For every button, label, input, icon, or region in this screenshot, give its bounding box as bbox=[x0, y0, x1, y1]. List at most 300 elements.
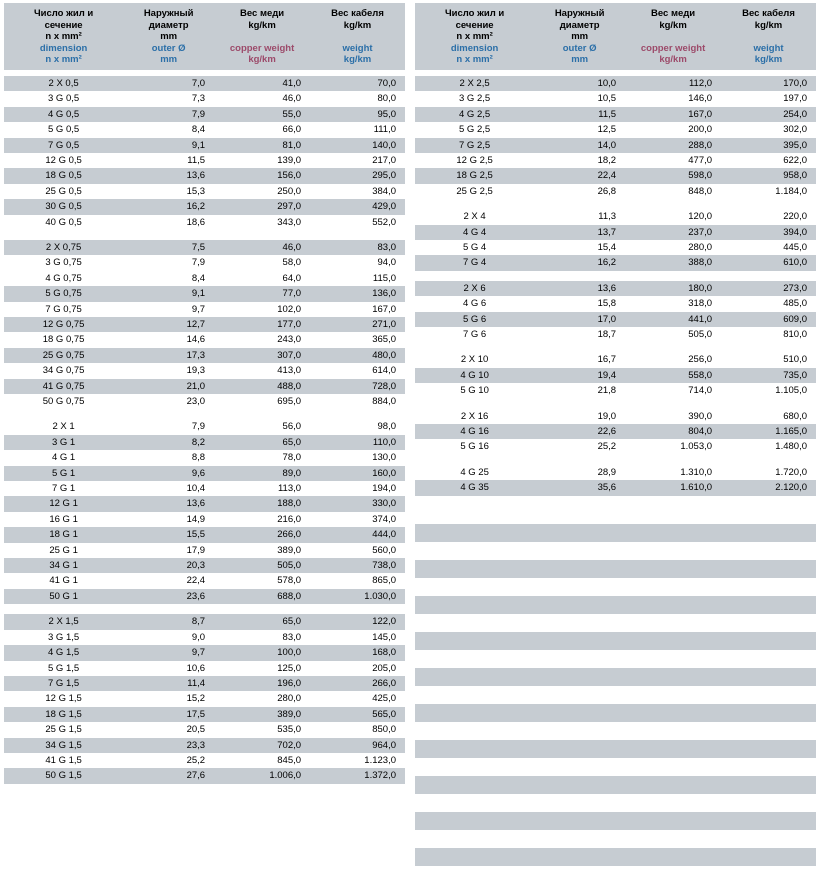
cell-copper-weight: 848,0 bbox=[625, 184, 721, 199]
cell-copper-weight: 505,0 bbox=[625, 327, 721, 342]
empty-cell bbox=[625, 704, 721, 722]
group-separator-row bbox=[415, 342, 816, 352]
cell-dimension: 7 G 0,75 bbox=[4, 302, 123, 317]
cell-outer-diameter: 19,3 bbox=[123, 363, 214, 378]
header-en-line2: n x mm² bbox=[45, 54, 82, 66]
cell-dimension: 2 X 4 bbox=[415, 209, 534, 224]
cell-cable-weight: 395,0 bbox=[721, 138, 816, 153]
cell-outer-diameter: 7,9 bbox=[123, 419, 214, 434]
table-row bbox=[415, 168, 816, 183]
cell-dimension: 18 G 0,5 bbox=[4, 168, 123, 183]
empty-cell bbox=[625, 812, 721, 830]
cell-outer-diameter: 12,7 bbox=[123, 317, 214, 332]
empty-table-row bbox=[415, 560, 816, 578]
empty-cell bbox=[415, 812, 534, 830]
cell-dimension: 18 G 2,5 bbox=[415, 168, 534, 183]
empty-cell bbox=[415, 686, 534, 704]
cell-copper-weight: 120,0 bbox=[625, 209, 721, 224]
cell-cable-weight: 140,0 bbox=[310, 138, 405, 153]
empty-cell bbox=[534, 740, 625, 758]
cell-cable-weight: 271,0 bbox=[310, 317, 405, 332]
cell-copper-weight: 389,0 bbox=[214, 543, 310, 558]
empty-table-row bbox=[415, 578, 816, 596]
cell-copper-weight: 66,0 bbox=[214, 122, 310, 137]
cell-dimension: 4 G 0,75 bbox=[4, 271, 123, 286]
empty-cell bbox=[415, 578, 534, 596]
table-body-right bbox=[415, 70, 816, 884]
cell-outer-diameter: 15,5 bbox=[123, 527, 214, 542]
cell-cable-weight: 394,0 bbox=[721, 225, 816, 240]
header-ru-line1: Вес меди bbox=[240, 8, 285, 19]
cell-cable-weight: 168,0 bbox=[310, 645, 405, 660]
cell-cable-weight: 958,0 bbox=[721, 168, 816, 183]
cell-cable-weight: 145,0 bbox=[310, 630, 405, 645]
cell-cable-weight: 560,0 bbox=[310, 543, 405, 558]
cell-dimension: 5 G 1,5 bbox=[4, 661, 123, 676]
table-row bbox=[4, 184, 405, 199]
cell-outer-diameter: 10,5 bbox=[534, 91, 625, 106]
cell-copper-weight: 112,0 bbox=[625, 76, 721, 91]
empty-cell bbox=[625, 758, 721, 776]
cell-copper-weight: 702,0 bbox=[214, 738, 310, 753]
cell-outer-diameter: 14,6 bbox=[123, 332, 214, 347]
cell-outer-diameter: 14,0 bbox=[534, 138, 625, 153]
empty-cell bbox=[625, 722, 721, 740]
empty-cell bbox=[625, 776, 721, 794]
header-en-line2: mm bbox=[160, 54, 178, 66]
cell-cable-weight: 115,0 bbox=[310, 271, 405, 286]
header-ru-line1: Наружный bbox=[554, 8, 605, 19]
cell-dimension: 7 G 6 bbox=[415, 327, 534, 342]
empty-cell bbox=[625, 614, 721, 632]
cell-copper-weight: 318,0 bbox=[625, 296, 721, 311]
cell-dimension: 3 G 0,75 bbox=[4, 255, 123, 270]
table-row bbox=[4, 558, 405, 573]
cell-copper-weight: 177,0 bbox=[214, 317, 310, 332]
cell-cable-weight: 111,0 bbox=[310, 122, 405, 137]
cell-dimension: 5 G 0,75 bbox=[4, 286, 123, 301]
empty-cell bbox=[534, 614, 625, 632]
cell-copper-weight: 100,0 bbox=[214, 645, 310, 660]
header-ru-line2: сечение bbox=[455, 19, 494, 31]
empty-cell bbox=[415, 560, 534, 578]
cell-outer-diameter: 23,0 bbox=[123, 394, 214, 409]
empty-cell bbox=[415, 830, 534, 848]
group-separator-row bbox=[4, 230, 405, 240]
table-row bbox=[4, 138, 405, 153]
cell-dimension: 5 G 1 bbox=[4, 466, 123, 481]
cell-dimension: 2 X 0,75 bbox=[4, 240, 123, 255]
cell-outer-diameter: 16,2 bbox=[123, 199, 214, 214]
cell-dimension: 4 G 2,5 bbox=[415, 107, 534, 122]
cell-dimension: 4 G 4 bbox=[415, 225, 534, 240]
cell-outer-diameter: 13,7 bbox=[534, 225, 625, 240]
cell-dimension: 18 G 1 bbox=[4, 527, 123, 542]
group-separator-cell bbox=[415, 496, 816, 506]
cell-cable-weight: 2.120,0 bbox=[721, 480, 816, 495]
column-header-copper-weight bbox=[625, 3, 721, 70]
table-row bbox=[4, 753, 405, 768]
cell-cable-weight: 728,0 bbox=[310, 379, 405, 394]
cell-dimension: 4 G 35 bbox=[415, 480, 534, 495]
cell-cable-weight: 610,0 bbox=[721, 255, 816, 270]
header-ru-line3: n x mm² bbox=[456, 31, 493, 43]
empty-cell bbox=[415, 758, 534, 776]
cell-outer-diameter: 9,7 bbox=[123, 645, 214, 660]
header-ru-line2: диаметр bbox=[559, 19, 600, 31]
empty-cell bbox=[415, 668, 534, 686]
cell-dimension: 2 X 2,5 bbox=[415, 76, 534, 91]
empty-table-row bbox=[415, 704, 816, 722]
empty-cell bbox=[625, 848, 721, 866]
cell-cable-weight: 552,0 bbox=[310, 215, 405, 230]
header-en-line1: copper weight bbox=[229, 42, 295, 54]
cell-cable-weight: 485,0 bbox=[721, 296, 816, 311]
empty-cell bbox=[534, 812, 625, 830]
cell-outer-diameter: 25,2 bbox=[534, 439, 625, 454]
group-separator-row bbox=[415, 271, 816, 281]
table-row bbox=[415, 281, 816, 296]
table-row bbox=[4, 255, 405, 270]
empty-cell bbox=[721, 524, 816, 542]
table-row bbox=[4, 630, 405, 645]
header-en-line1: outer Ø bbox=[562, 42, 597, 54]
cell-copper-weight: 535,0 bbox=[214, 722, 310, 737]
cell-dimension: 2 X 1 bbox=[4, 419, 123, 434]
cell-cable-weight: 295,0 bbox=[310, 168, 405, 183]
empty-cell bbox=[721, 758, 816, 776]
cell-cable-weight: 964,0 bbox=[310, 738, 405, 753]
cell-outer-diameter: 25,2 bbox=[123, 753, 214, 768]
header-ru-line2: kg/km bbox=[343, 19, 372, 31]
empty-cell bbox=[534, 866, 625, 884]
empty-table-row bbox=[415, 650, 816, 668]
header-en-line1: outer Ø bbox=[151, 42, 186, 54]
table-row bbox=[4, 543, 405, 558]
empty-table-row bbox=[415, 668, 816, 686]
table-row bbox=[4, 302, 405, 317]
header-en-line1: weight bbox=[753, 42, 784, 54]
cell-dimension: 12 G 0,5 bbox=[4, 153, 123, 168]
table-row bbox=[415, 409, 816, 424]
cell-cable-weight: 70,0 bbox=[310, 76, 405, 91]
cell-cable-weight: 614,0 bbox=[310, 363, 405, 378]
empty-table-row bbox=[415, 506, 816, 524]
cell-dimension: 2 X 16 bbox=[415, 409, 534, 424]
empty-cell bbox=[534, 794, 625, 812]
table-row bbox=[4, 527, 405, 542]
empty-table-row bbox=[415, 632, 816, 650]
table-row bbox=[4, 348, 405, 363]
empty-cell bbox=[534, 722, 625, 740]
table-row bbox=[4, 450, 405, 465]
cell-copper-weight: 256,0 bbox=[625, 352, 721, 367]
cell-cable-weight: 220,0 bbox=[721, 209, 816, 224]
header-ru-line1: Наружный bbox=[143, 8, 194, 19]
header-en-line1: dimension bbox=[39, 42, 88, 54]
cell-outer-diameter: 9,7 bbox=[123, 302, 214, 317]
cell-outer-diameter: 23,6 bbox=[123, 589, 214, 604]
cell-cable-weight: 170,0 bbox=[721, 76, 816, 91]
cell-dimension: 12 G 2,5 bbox=[415, 153, 534, 168]
cell-outer-diameter: 7,9 bbox=[123, 107, 214, 122]
cell-copper-weight: 280,0 bbox=[214, 691, 310, 706]
cell-copper-weight: 266,0 bbox=[214, 527, 310, 542]
cell-copper-weight: 390,0 bbox=[625, 409, 721, 424]
empty-table-row bbox=[415, 830, 816, 848]
table-row bbox=[4, 317, 405, 332]
cell-dimension: 7 G 2,5 bbox=[415, 138, 534, 153]
cell-copper-weight: 804,0 bbox=[625, 424, 721, 439]
cell-cable-weight: 1.184,0 bbox=[721, 184, 816, 199]
cell-cable-weight: 94,0 bbox=[310, 255, 405, 270]
empty-table-row bbox=[415, 812, 816, 830]
cell-copper-weight: 243,0 bbox=[214, 332, 310, 347]
cable-table-left bbox=[4, 3, 405, 784]
cell-copper-weight: 1.006,0 bbox=[214, 768, 310, 783]
table-row bbox=[4, 512, 405, 527]
cell-outer-diameter: 15,4 bbox=[534, 240, 625, 255]
empty-cell bbox=[625, 506, 721, 524]
cell-dimension: 5 G 4 bbox=[415, 240, 534, 255]
cell-cable-weight: 136,0 bbox=[310, 286, 405, 301]
cell-dimension: 30 G 0,5 bbox=[4, 199, 123, 214]
table-row bbox=[415, 327, 816, 342]
empty-cell bbox=[415, 794, 534, 812]
table-row bbox=[4, 496, 405, 511]
group-separator-cell bbox=[415, 455, 816, 465]
cell-outer-diameter: 19,4 bbox=[534, 368, 625, 383]
cell-cable-weight: 429,0 bbox=[310, 199, 405, 214]
cell-dimension: 25 G 2,5 bbox=[415, 184, 534, 199]
cell-outer-diameter: 28,9 bbox=[534, 465, 625, 480]
cell-dimension: 41 G 0,75 bbox=[4, 379, 123, 394]
cell-outer-diameter: 22,6 bbox=[534, 424, 625, 439]
empty-cell bbox=[625, 794, 721, 812]
cell-dimension: 50 G 0,75 bbox=[4, 394, 123, 409]
cell-dimension: 18 G 0,75 bbox=[4, 332, 123, 347]
table-row bbox=[4, 481, 405, 496]
table-row bbox=[415, 153, 816, 168]
header-en-line1: copper weight bbox=[640, 42, 706, 54]
table-row bbox=[4, 589, 405, 604]
table-row bbox=[415, 439, 816, 454]
empty-cell bbox=[625, 830, 721, 848]
group-separator-cell bbox=[4, 230, 405, 240]
cell-copper-weight: 156,0 bbox=[214, 168, 310, 183]
table-row bbox=[415, 225, 816, 240]
header-en-line2: kg/km bbox=[248, 54, 276, 66]
cell-cable-weight: 1.030,0 bbox=[310, 589, 405, 604]
cell-cable-weight: 83,0 bbox=[310, 240, 405, 255]
cell-dimension: 3 G 1,5 bbox=[4, 630, 123, 645]
cell-cable-weight: 254,0 bbox=[721, 107, 816, 122]
empty-cell bbox=[534, 704, 625, 722]
cell-copper-weight: 58,0 bbox=[214, 255, 310, 270]
cell-cable-weight: 1.372,0 bbox=[310, 768, 405, 783]
cell-dimension: 12 G 1 bbox=[4, 496, 123, 511]
header-ru-line2: диаметр bbox=[148, 19, 189, 31]
table-row bbox=[4, 691, 405, 706]
cell-dimension: 25 G 0,75 bbox=[4, 348, 123, 363]
cell-dimension: 5 G 2,5 bbox=[415, 122, 534, 137]
empty-table-row bbox=[415, 722, 816, 740]
cell-dimension: 2 X 10 bbox=[415, 352, 534, 367]
cell-cable-weight: 1.105,0 bbox=[721, 383, 816, 398]
cell-cable-weight: 266,0 bbox=[310, 676, 405, 691]
cell-dimension: 7 G 4 bbox=[415, 255, 534, 270]
cell-copper-weight: 56,0 bbox=[214, 419, 310, 434]
cell-copper-weight: 46,0 bbox=[214, 91, 310, 106]
cell-copper-weight: 297,0 bbox=[214, 199, 310, 214]
header-en-line2: mm bbox=[571, 54, 589, 66]
group-separator-row bbox=[415, 399, 816, 409]
empty-cell bbox=[721, 542, 816, 560]
empty-cell bbox=[534, 506, 625, 524]
header-ru-line1: Число жил и bbox=[33, 8, 94, 19]
table-header-left bbox=[4, 3, 405, 70]
empty-cell bbox=[721, 560, 816, 578]
cell-cable-weight: 510,0 bbox=[721, 352, 816, 367]
header-en-line2: kg/km bbox=[754, 54, 783, 66]
cell-outer-diameter: 10,4 bbox=[123, 481, 214, 496]
cell-cable-weight: 122,0 bbox=[310, 614, 405, 629]
cell-copper-weight: 1.053,0 bbox=[625, 439, 721, 454]
cell-outer-diameter: 19,0 bbox=[534, 409, 625, 424]
empty-cell bbox=[625, 866, 721, 884]
group-separator-row bbox=[415, 496, 816, 506]
cell-outer-diameter: 17,9 bbox=[123, 543, 214, 558]
cell-dimension: 5 G 16 bbox=[415, 439, 534, 454]
cell-cable-weight: 850,0 bbox=[310, 722, 405, 737]
cell-outer-diameter: 9,1 bbox=[123, 138, 214, 153]
cell-outer-diameter: 12,5 bbox=[534, 122, 625, 137]
table-row bbox=[415, 383, 816, 398]
cell-copper-weight: 1.310,0 bbox=[625, 465, 721, 480]
empty-table-row bbox=[415, 614, 816, 632]
cell-copper-weight: 83,0 bbox=[214, 630, 310, 645]
cell-copper-weight: 200,0 bbox=[625, 122, 721, 137]
cell-outer-diameter: 14,9 bbox=[123, 512, 214, 527]
empty-cell bbox=[534, 578, 625, 596]
cell-outer-diameter: 16,7 bbox=[534, 352, 625, 367]
cell-copper-weight: 598,0 bbox=[625, 168, 721, 183]
table-row bbox=[4, 676, 405, 691]
table-row bbox=[4, 199, 405, 214]
empty-cell bbox=[534, 650, 625, 668]
cell-dimension: 40 G 0,5 bbox=[4, 215, 123, 230]
left-table-wrapper bbox=[4, 3, 405, 845]
cell-cable-weight: 622,0 bbox=[721, 153, 816, 168]
empty-cell bbox=[534, 524, 625, 542]
cell-dimension: 2 X 6 bbox=[415, 281, 534, 296]
cell-cable-weight: 110,0 bbox=[310, 435, 405, 450]
table-row bbox=[4, 286, 405, 301]
table-row bbox=[4, 379, 405, 394]
empty-table-row bbox=[415, 848, 816, 866]
group-separator-cell bbox=[415, 271, 816, 281]
cell-dimension: 34 G 1 bbox=[4, 558, 123, 573]
cell-outer-diameter: 20,3 bbox=[123, 558, 214, 573]
empty-cell bbox=[721, 506, 816, 524]
cell-cable-weight: 1.480,0 bbox=[721, 439, 816, 454]
cell-outer-diameter: 8,7 bbox=[123, 614, 214, 629]
empty-cell bbox=[534, 560, 625, 578]
cell-dimension: 4 G 0,5 bbox=[4, 107, 123, 122]
cell-dimension: 50 G 1,5 bbox=[4, 768, 123, 783]
cell-copper-weight: 695,0 bbox=[214, 394, 310, 409]
group-separator-cell bbox=[415, 199, 816, 209]
cell-dimension: 25 G 1 bbox=[4, 543, 123, 558]
empty-cell bbox=[534, 776, 625, 794]
empty-cell bbox=[625, 596, 721, 614]
empty-cell bbox=[534, 668, 625, 686]
cell-dimension: 3 G 2,5 bbox=[415, 91, 534, 106]
cell-outer-diameter: 22,4 bbox=[123, 573, 214, 588]
table-row bbox=[4, 215, 405, 230]
empty-table-row bbox=[415, 596, 816, 614]
cell-dimension: 7 G 1 bbox=[4, 481, 123, 496]
empty-cell bbox=[625, 542, 721, 560]
cell-cable-weight: 95,0 bbox=[310, 107, 405, 122]
table-row bbox=[4, 91, 405, 106]
cell-dimension: 4 G 1 bbox=[4, 450, 123, 465]
cell-cable-weight: 445,0 bbox=[721, 240, 816, 255]
cell-dimension: 41 G 1 bbox=[4, 573, 123, 588]
cell-cable-weight: 273,0 bbox=[721, 281, 816, 296]
header-row bbox=[415, 3, 816, 70]
table-row bbox=[415, 240, 816, 255]
cell-cable-weight: 80,0 bbox=[310, 91, 405, 106]
cell-copper-weight: 441,0 bbox=[625, 312, 721, 327]
group-separator-row bbox=[415, 199, 816, 209]
cell-cable-weight: 609,0 bbox=[721, 312, 816, 327]
cell-cable-weight: 197,0 bbox=[721, 91, 816, 106]
empty-cell bbox=[534, 596, 625, 614]
cell-cable-weight: 810,0 bbox=[721, 327, 816, 342]
group-separator-cell bbox=[415, 342, 816, 352]
cell-outer-diameter: 21,0 bbox=[123, 379, 214, 394]
cell-cable-weight: 365,0 bbox=[310, 332, 405, 347]
empty-cell bbox=[415, 632, 534, 650]
column-header-dimension bbox=[4, 3, 123, 70]
table-row bbox=[4, 614, 405, 629]
cell-outer-diameter: 21,8 bbox=[534, 383, 625, 398]
empty-cell bbox=[534, 830, 625, 848]
cell-cable-weight: 98,0 bbox=[310, 419, 405, 434]
cell-dimension: 7 G 1,5 bbox=[4, 676, 123, 691]
group-separator-row bbox=[4, 409, 405, 419]
empty-cell bbox=[625, 524, 721, 542]
cell-outer-diameter: 9,0 bbox=[123, 630, 214, 645]
empty-cell bbox=[721, 650, 816, 668]
cell-dimension: 2 X 1,5 bbox=[4, 614, 123, 629]
cell-dimension: 4 G 6 bbox=[415, 296, 534, 311]
empty-cell bbox=[415, 650, 534, 668]
cell-copper-weight: 307,0 bbox=[214, 348, 310, 363]
empty-cell bbox=[721, 614, 816, 632]
empty-table-row bbox=[415, 866, 816, 884]
table-row bbox=[4, 394, 405, 409]
cell-cable-weight: 130,0 bbox=[310, 450, 405, 465]
cell-dimension: 3 G 1 bbox=[4, 435, 123, 450]
cell-copper-weight: 1.610,0 bbox=[625, 480, 721, 495]
cell-cable-weight: 444,0 bbox=[310, 527, 405, 542]
cell-outer-diameter: 15,8 bbox=[534, 296, 625, 311]
cell-cable-weight: 1.720,0 bbox=[721, 465, 816, 480]
empty-cell bbox=[721, 794, 816, 812]
cell-dimension: 3 G 0,5 bbox=[4, 91, 123, 106]
